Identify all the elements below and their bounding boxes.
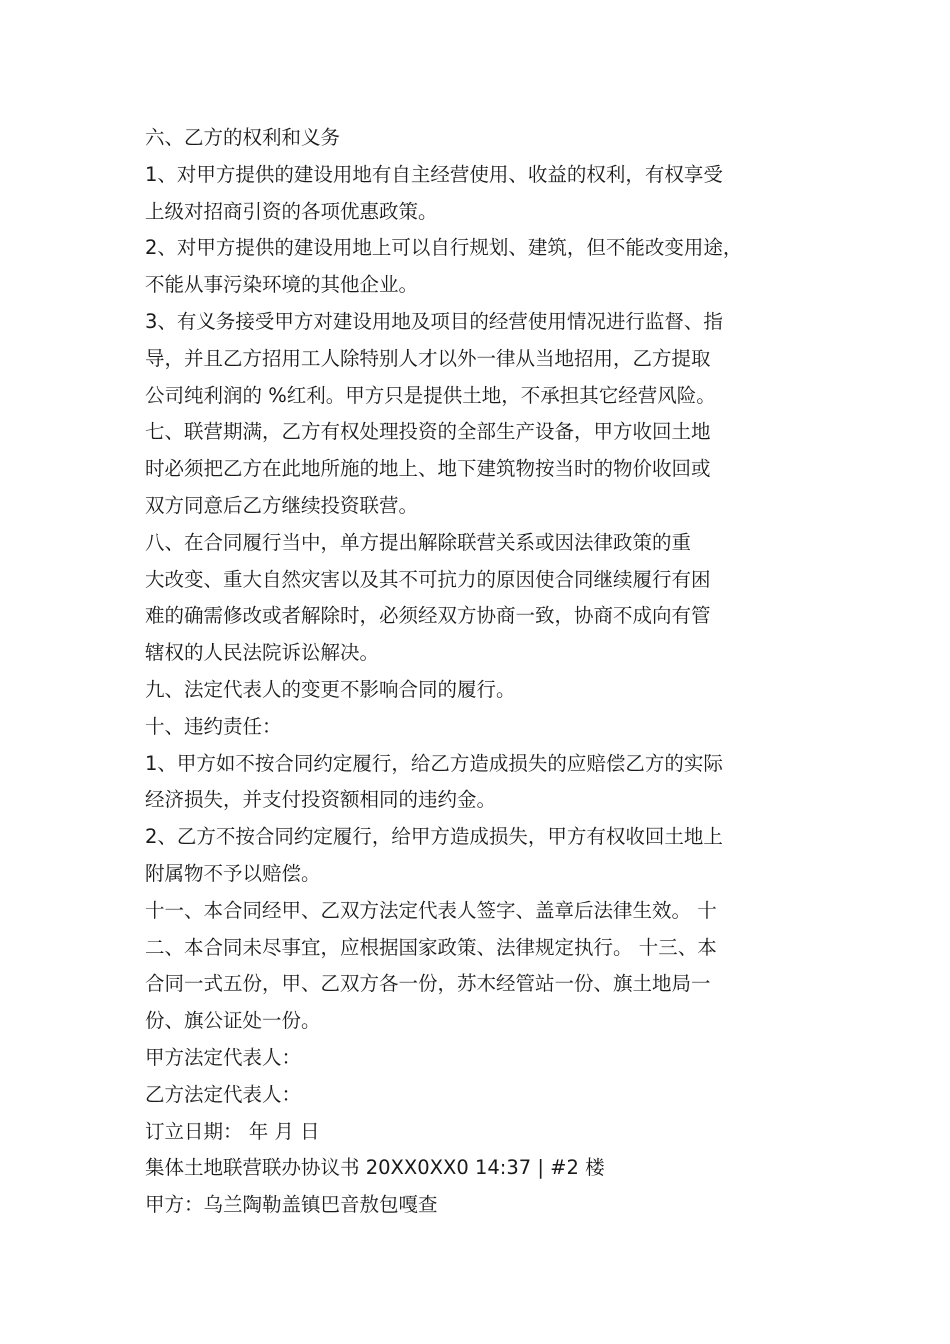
text-line: 不能从事污染环境的其他企业。 bbox=[145, 273, 419, 297]
text-line: 难的确需修改或者解除时，必须经双方协商一致，协商不成向有管 bbox=[145, 604, 711, 628]
section-heading-11: 十一、本合同经甲、乙双方法定代表人签字、盖章后法律生效。 十 bbox=[145, 898, 717, 922]
text-line: 份、旗公证处一份。 bbox=[145, 1009, 321, 1033]
text-line: 合同一式五份，甲、乙双方各一份，苏木经管站一份、旗土地局一 bbox=[145, 972, 711, 996]
party-b-representative: 乙方法定代表人： bbox=[145, 1082, 302, 1106]
text-line: 大改变、重大自然灾害以及其不可抗力的原因使合同继续履行有困 bbox=[145, 567, 711, 591]
text-line: 1、对甲方提供的建设用地有自主经营使用、收益的权利，有权享受 bbox=[145, 162, 723, 186]
signing-date: 订立日期： 年 月 日 bbox=[145, 1119, 320, 1143]
text-line: 经济损失，并支付投资额相同的违约金。 bbox=[145, 788, 497, 812]
section-heading-8: 八、在合同履行当中，单方提出解除联营关系或因法律政策的重 bbox=[145, 530, 692, 554]
text-line: 上级对招商引资的各项优惠政策。 bbox=[145, 199, 438, 223]
document-body bbox=[145, 120, 825, 1224]
section-heading-7: 七、联营期满，乙方有权处理投资的全部生产设备，甲方收回土地 bbox=[145, 420, 711, 444]
text-line: 双方同意后乙方继续投资联营。 bbox=[145, 493, 419, 517]
text-line: 时必须把乙方在此地所施的地上、地下建筑物按当时的物价收回或 bbox=[145, 457, 711, 481]
section-heading-6: 六、乙方的权利和义务 bbox=[145, 126, 341, 149]
text-line: 附属物不予以赔偿。 bbox=[145, 861, 321, 885]
party-a-representative: 甲方法定代表人： bbox=[145, 1045, 302, 1069]
text-line: 1、甲方如不按合同约定履行，给乙方造成损失的应赔偿乙方的实际 bbox=[145, 751, 723, 775]
section-heading-10: 十、违约责任： bbox=[145, 714, 282, 738]
text-line: 二、本合同未尽事宜，应根据国家政策、法律规定执行。 十三、本 bbox=[145, 935, 717, 959]
text-line: 公司纯利润的 %红利。甲方只是提供土地，不承担其它经营风险。 bbox=[145, 383, 716, 407]
document-title-line: 集体土地联营联办协议书 20XX0XX0 14:37 | #2 楼 bbox=[145, 1156, 605, 1180]
text-line: 2、对甲方提供的建设用地上可以自行规划、建筑，但不能改变用途， bbox=[145, 236, 743, 260]
text-line: 辖权的人民法院诉讼解决。 bbox=[145, 641, 380, 665]
text-line: 3、有义务接受甲方对建设用地及项目的经营使用情况进行监督、指 bbox=[145, 309, 723, 333]
party-a-line: 甲方：乌兰陶勒盖镇巴音敖包嘎查 bbox=[145, 1193, 438, 1217]
text-line: 导，并且乙方招用工人除特别人才以外一律从当地招用，乙方提取 bbox=[145, 346, 711, 370]
text-line: 2、乙方不按合同约定履行，给甲方造成损失，甲方有权收回土地上 bbox=[145, 825, 723, 849]
section-heading-9: 九、法定代表人的变更不影响合同的履行。 bbox=[145, 677, 516, 701]
